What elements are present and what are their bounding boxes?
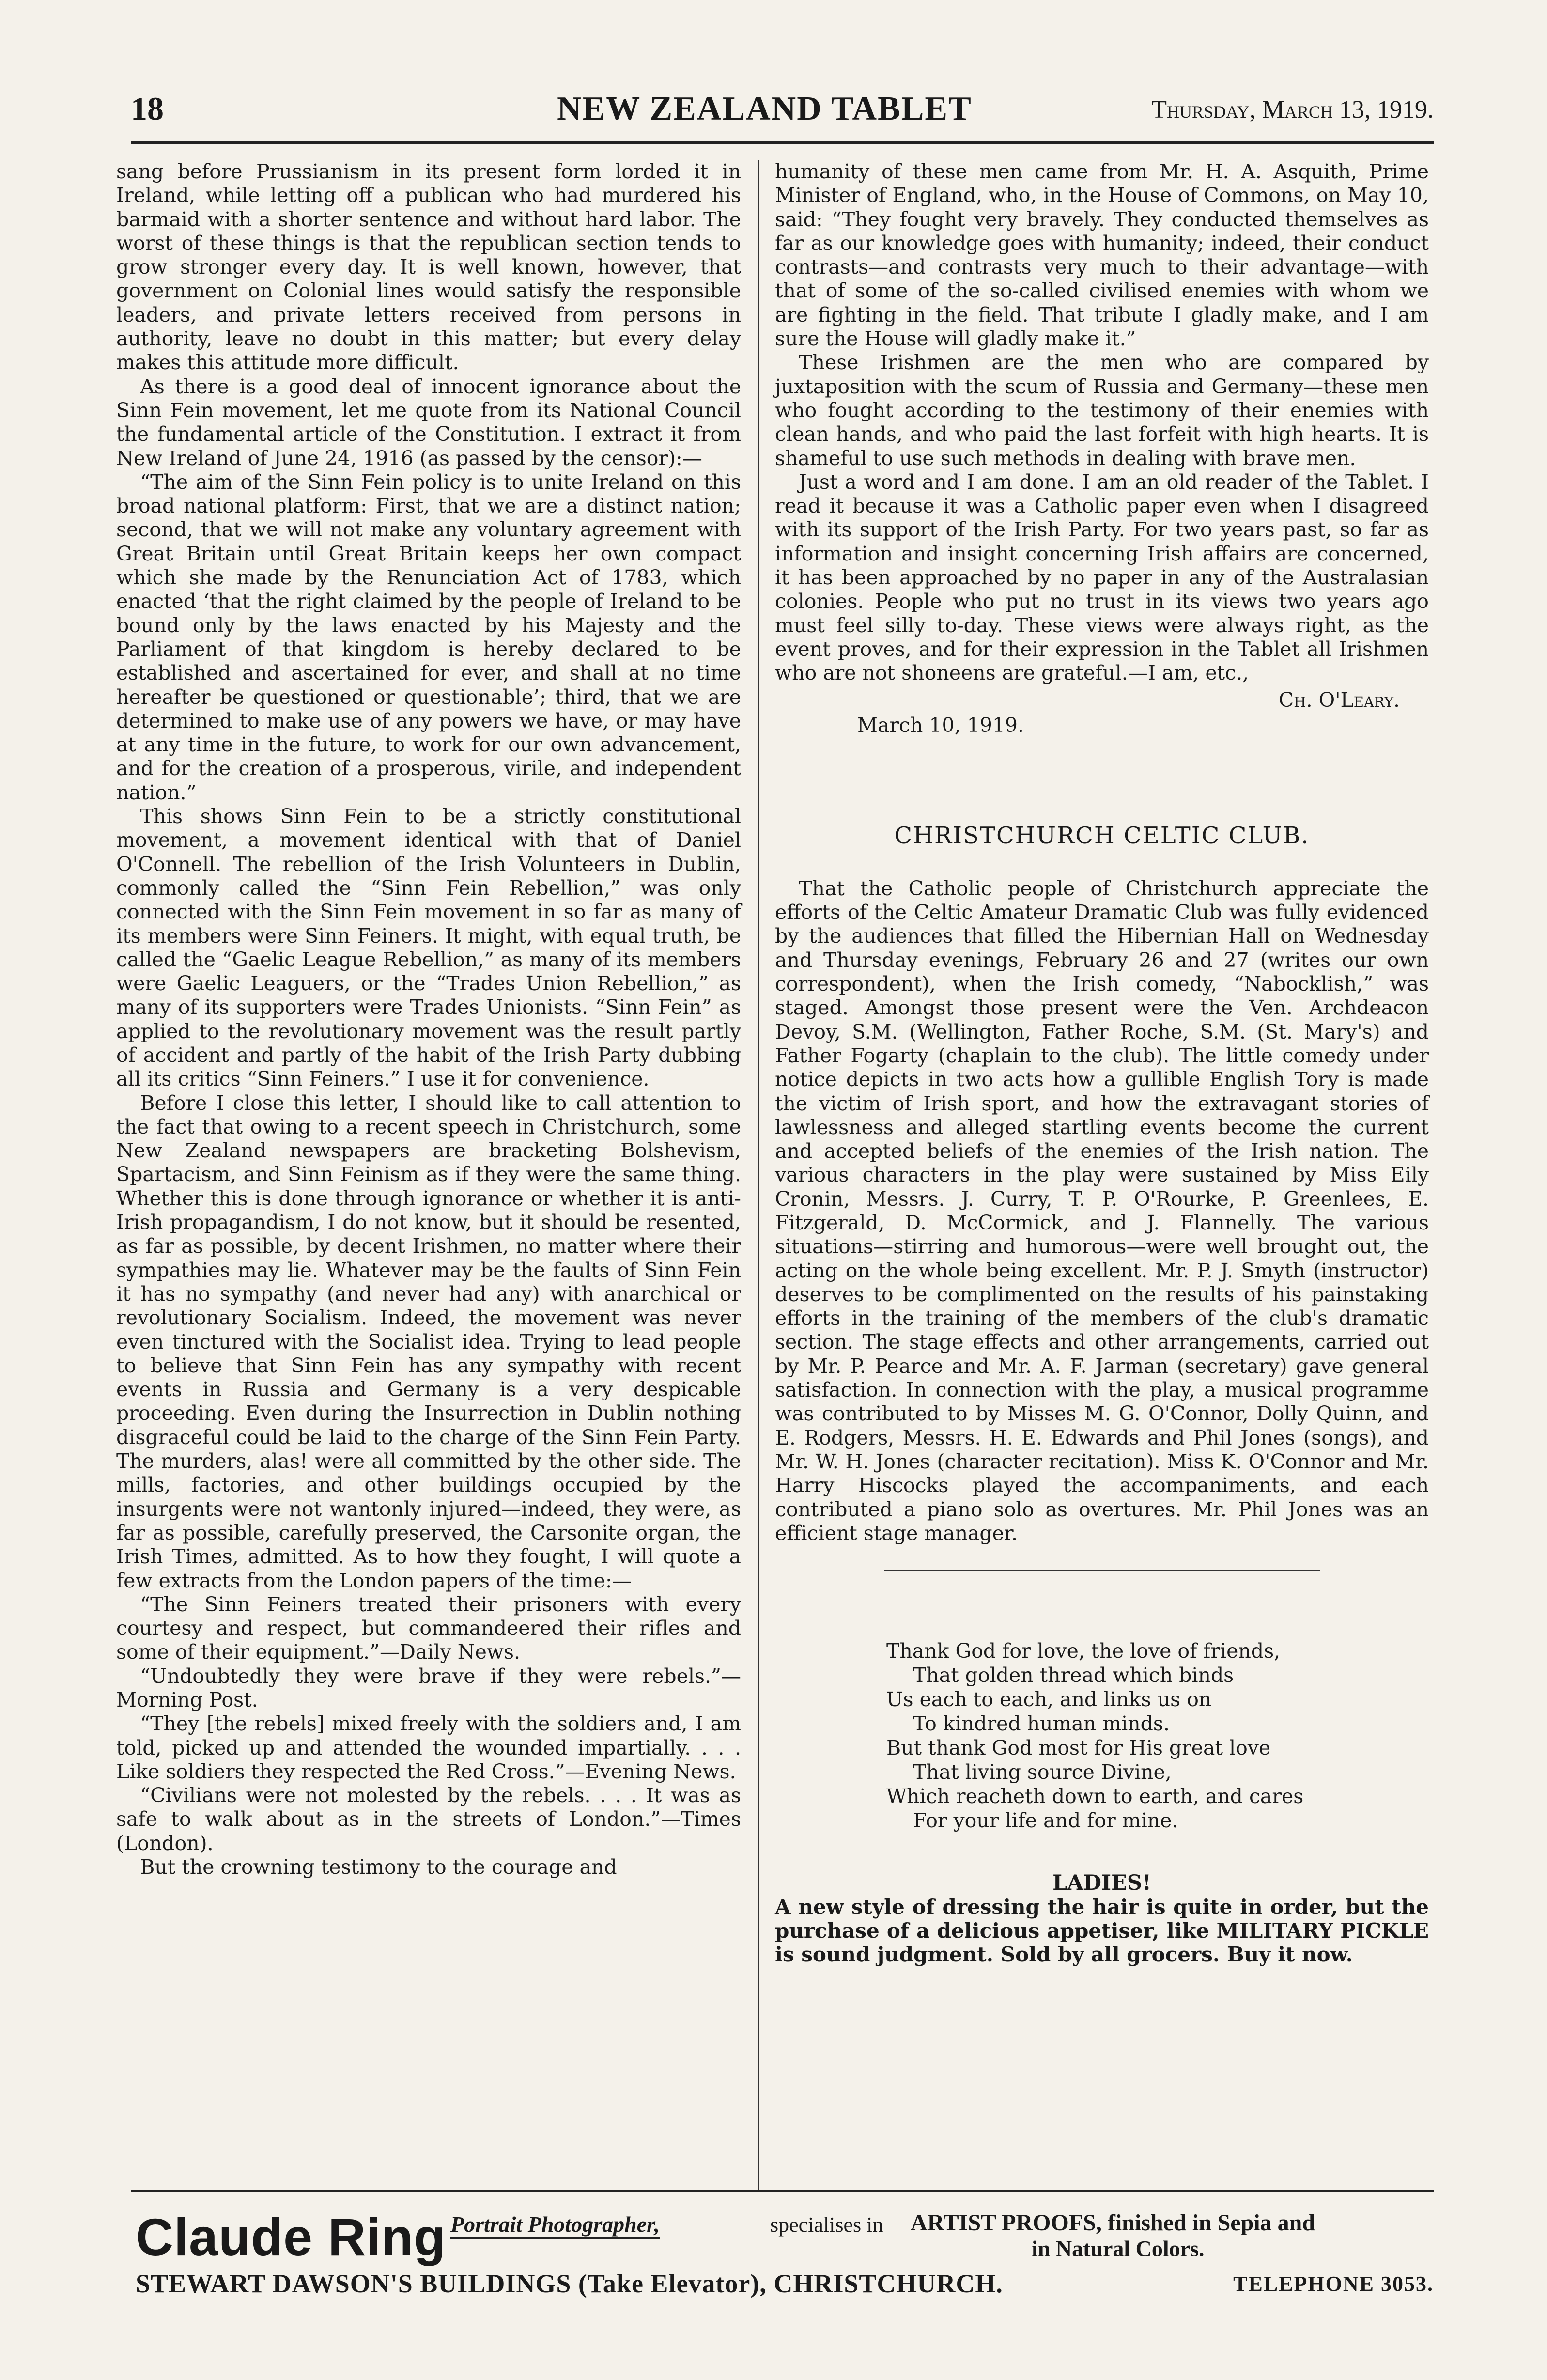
- ad-heading: LADIES!: [1052, 1871, 1151, 1896]
- poem-line: That golden thread which binds: [913, 1664, 1234, 1687]
- poem: [886, 1639, 1429, 1833]
- article-paragraph: But the crowning testimony to the courage and: [140, 1855, 617, 1879]
- letter-date: March 10, 1919.: [857, 713, 1024, 737]
- article-paragraph: “The Sinn Feiners treated their prisoners with every courtesy and respect, but commandeered their rifles and some of their equipment.”—Daily News.: [116, 1592, 741, 1664]
- ad-natural-colors: in Natural Colors.: [1032, 2236, 1205, 2261]
- poem-line: But thank God most for His great love: [886, 1736, 1271, 1760]
- article-paragraph: “They [the rebels] mixed freely with the soldiers and, I am told, picked up and attended the wounded impartially. . . . Like soldiers they respected the Red Cross.”—Evening News.: [116, 1712, 741, 1783]
- page-number: 18: [131, 90, 164, 127]
- section-rule: [884, 1570, 1320, 1571]
- advertiser-name: Claude Ring: [136, 2208, 447, 2266]
- poem-line: That living source Divine,: [913, 1760, 1172, 1784]
- ad-artist-proofs: ARTIST PROOFS, finished in Sepia and: [911, 2210, 1315, 2236]
- article-paragraph: “The aim of the Sinn Fein policy is to unite Ireland on this broad national platform: First, that we are a distinct nation; second, that we will not make any voluntary agreement with Great Britain until Great Britain keeps her own compact which she made by the Renunciation Act of 1783, which enacted ‘that the right claimed by the people of Ireland to be bound only by the laws enacted by his Majesty and the Parliament of that kingdom is hereby declared to be established and ascertained for ever, and shall at no time hereafter be questioned or questionable’; third, that we are determined to make use of any powers we have, or may have at any time in the future, to work for our own advancement, and for the creation of a prosperous, virile, and independent nation.”: [116, 470, 741, 804]
- poem-line: Us each to each, and links us on: [886, 1688, 1212, 1711]
- poem-line: Which reacheth down to earth, and cares: [886, 1785, 1304, 1808]
- left-column: [116, 160, 741, 1879]
- signature: Ch. O'Leary.: [1278, 688, 1400, 712]
- section-heading: CHRISTCHURCH CELTIC CLUB.: [894, 822, 1310, 849]
- article-paragraph: Before I close this letter, I should like to call attention to the fact that owing to a recent speech in Christchurch, some New Zealand newspapers are bracketing Bolshevism, Spartacism, and Sinn Feinism as if they were the same thing. Whether this is done through ignorance or whether it is anti-Irish propagandism, I do not know, but it should be resented, as far as possible, by decent Irishmen, no matter where their sympathies may lie. Whatever may be the faults of Sinn Fein it has no sympathy (and never had any) with anarchical or revolutionary Socialism. Indeed, the movement was never even tinctured with the Socialist idea. Trying to lead people to believe that Sinn Fein has any sympathy with recent events in Russia and Germany is a very despicable proceeding. Even during the Insurrection in Dublin nothing disgraceful could be laid to the charge of the Sinn Fein Party. The murders, alas! were all committed by the other side. The mills, factories, and other buildings occupied by the insurgents were not wantonly injured—indeed, they were, as far as possible, carefully preserved, the Carsonite organ, the Irish Times, admitted. As to how they fought, I will quote a few extracts from the London papers of the time:—: [116, 1091, 741, 1592]
- footer-rule: [131, 2190, 1434, 2192]
- issue-date: Thursday, March 13, 1919.: [1151, 96, 1434, 124]
- letter-paragraph: humanity of these men came from Mr. H. A. Asquith, Prime Minister of England, who, in the House of Commons, on May 10, said: “They fought very bravely. They conducted themselves as far as our knowledge goes with humanity; indeed, their conduct contrasts—and contrasts very much to their advantage—with that of some of the so-called civilised enemies with whom we are fighting in the field. That tribute I gladly make, and I am sure the House will gladly make it.”: [775, 160, 1429, 351]
- ad-telephone: TELEPHONE 3053.: [1233, 2272, 1434, 2296]
- column-divider: [758, 160, 759, 2190]
- article-paragraph: As there is a good deal of innocent ignorance about the Sinn Fein movement, let me quote from its National Council the fundamental article of the Constitution. I extract it from New Ireland of June 24, 1916 (as passed by the censor):—: [116, 374, 741, 470]
- poem-line: For your life and for mine.: [913, 1809, 1178, 1833]
- advertiser-trade: Portrait Photographer,: [450, 2211, 660, 2239]
- page-header: [131, 90, 1434, 143]
- footer-advertisement: [131, 2207, 1434, 2352]
- article-paragraph: “Undoubtedly they were brave if they were rebels.”—Morning Post.: [116, 1664, 741, 1711]
- ad-address: STEWART DAWSON'S BUILDINGS (Take Elevator), CHRISTCHURCH.: [136, 2269, 1003, 2298]
- article-paragraph: This shows Sinn Fein to be a strictly constitutional movement, a movement identical with that of Daniel O'Connell. The rebellion of the Irish Volunteers in Dublin, commonly called the “Sinn Fein Rebellion,” was only connected with the Sinn Fein movement in so far as many of its members were Sinn Feiners. It might, with equal truth, be called the “Gaelic League Rebellion,” as many of its members were Gaelic Leaguers, or the “Trades Union Rebellion,” as many of its supporters were Trades Unionists. “Sinn Fein” as applied to the revolutionary movement was the result partly of accident and partly of the habit of the Irish Party dubbing all its critics “Sinn Feiners.” I use it for convenience.: [116, 805, 741, 1091]
- letter-paragraph: Just a word and I am done. I am an old reader of the Tablet. I read it because it was a Catholic paper even when I disagreed with its support of the Irish Party. For two years past, so far as information and insight concerning Irish affairs are concerned, it has been approached by no paper in any of the Australasian colonies. People who put no trust in its views two years ago must feel silly to-day. These views were always right, as the event proves, and for their expression in the Tablet all Irishmen who are not shoneens are grateful.—I am, etc.,: [775, 470, 1429, 685]
- letter-signoff: [775, 688, 1429, 742]
- poem-line: Thank God for love, the love of friends,: [886, 1639, 1281, 1663]
- letter-paragraph: These Irishmen are the men who are compared by juxtaposition with the scum of Russia and Germany—these men who fought according to the testimony of their enemies with clean hands, and who paid the last forfeit with high hearts. It is shameful to use such methods in dealing with brave men.: [775, 351, 1429, 470]
- poem-line: To kindred human minds.: [913, 1712, 1170, 1736]
- ad-text: A new style of dressing the hair is quite in order, but the purchase of a delicious appetiser, like MILITARY PICKLE is sound judgment. Sold by all grocers. Buy it now.: [775, 1895, 1429, 1967]
- masthead-title: NEW ZEALAND TABLET: [557, 90, 972, 127]
- article-paragraph: “Civilians were not molested by the rebels. . . . It was as safe to walk about as in the streets of London.”—Times (London).: [116, 1784, 741, 1855]
- right-column: [775, 160, 1429, 1966]
- article-paragraph: sang before Prussianism in its present form lorded it in Ireland, while letting off a publican who had murdered his barmaid with a shorter sentence and without hard labor. The worst of these things is that the republican section tends to grow stronger every day. It is well known, however, that government on Colonial lines would satisfy the responsible leaders, and private letters received from persons in authority, leave no doubt in this matter; but every delay makes this attitude more difficult.: [116, 160, 741, 374]
- header-rule: [131, 141, 1434, 144]
- ad-specialises: specialises in: [770, 2213, 883, 2237]
- club-report: That the Catholic people of Christchurch appreciate the efforts of the Celtic Amateur Dramatic Club was fully evidenced by the audiences that filled the Hibernian Hall on Wednesday and Thursday evenings, February 26 and 27 (writes our own correspondent), when the Irish comedy, “Nabocklish,” was staged. Amongst those present were the Ven. Archdeacon Devoy, S.M. (Wellington, Father Roche, S.M. (St. Mary's) and Father Fogarty (chaplain to the club). The little comedy under notice depicts in two acts how a gullible English Tory is made the victim of Irish sport, and how the extravagant stories of lawlessness and alleged startling events become the current and accepted beliefs of the enemies of the Irish nation. The various characters in the play were sustained by Miss Eily Cronin, Messrs. J. Curry, T. P. O'Rourke, P. Greenlees, E. Fitzgerald, D. McCormick, and J. Flannelly. The various situations—stirring and humorous—were well brought out, the acting on the whole being excellent. Mr. P. J. Smyth (instructor) deserves to be complimented on the results of his painstaking efforts in the training of the members of the club's dramatic section. The stage effects and other arrangements, carried out by Mr. P. Pearce and Mr. A. F. Jarman (secretary) gave general satisfaction. In connection with the play, a musical programme was contributed to by Misses M. G. O'Connor, Dolly Quinn, and E. Rodgers, Messrs. H. E. Edwards and Phil Jones (songs), and Mr. W. H. Jones (character recitation). Miss K. O'Connor and Mr. Harry Hiscocks played the accompaniments, and each contributed a piano solo as overtures. Mr. Phil Jones was an efficient stage manager.: [775, 876, 1429, 1545]
